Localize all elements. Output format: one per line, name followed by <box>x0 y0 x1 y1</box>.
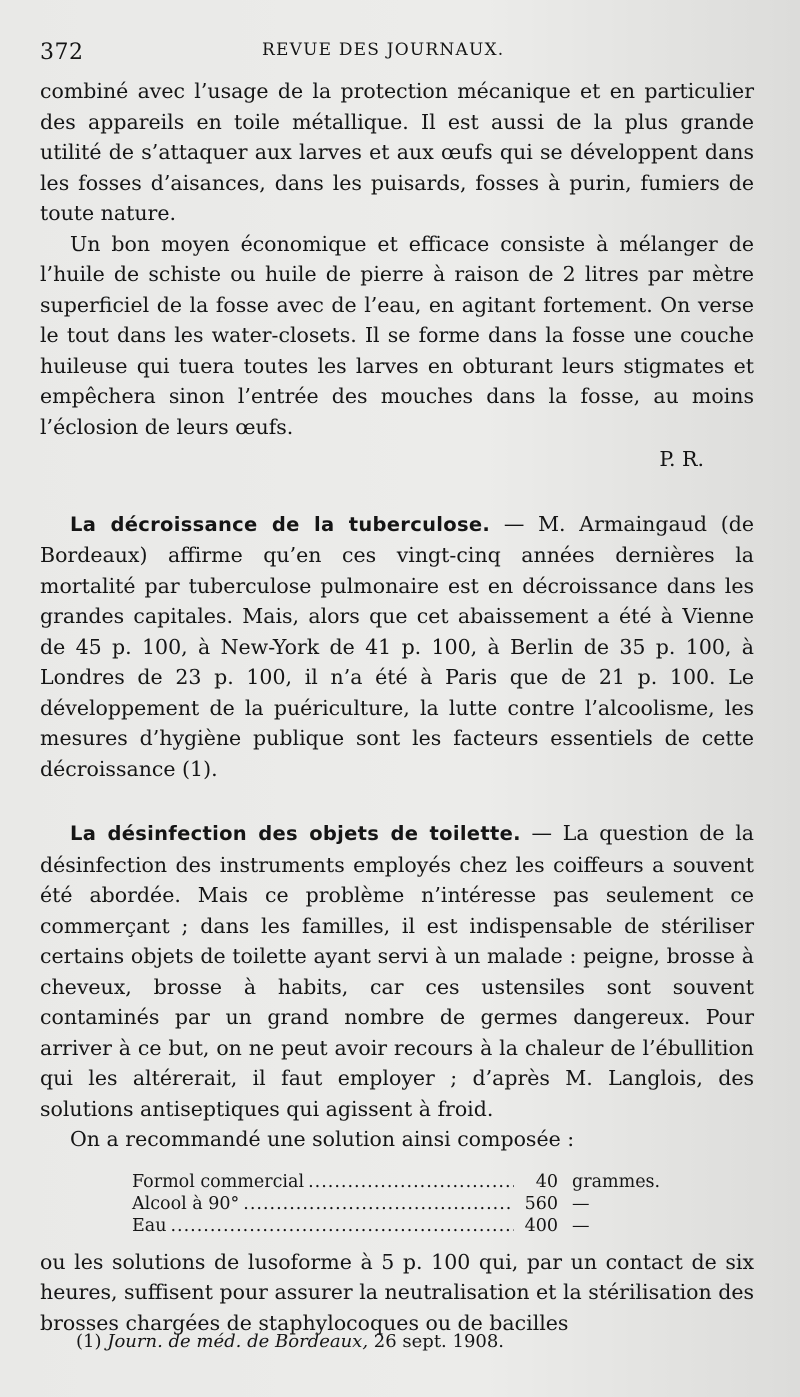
leader-dots <box>170 1215 514 1237</box>
formula-quantity: 400 <box>524 1215 558 1236</box>
body-text <box>40 76 754 1338</box>
page-header <box>40 36 754 70</box>
formula-row <box>132 1171 692 1193</box>
intro-paragraph-1: combiné avec l’usage de la protection mécanique et en particulier des appareils en toile métallique. Il est aussi de la plus grande utilité de s’attaquer aux larves et aux œufs qui se développent dans les fosses d’aisances, dans les puisards, fosses à purin, fumiers de toute nature. <box>40 79 754 225</box>
leader-dots <box>308 1171 514 1193</box>
footnote <box>76 1330 754 1354</box>
intro-paragraph-2: Un bon moyen économique et efficace consiste à mélanger de l’huile de schiste ou huile de pierre à raison de 2 litres par mètre superficiel de la fosse avec de l’eau, en agitant fortement. On verse le tout dans les water-closets. Il se forme dans la fosse une couche huileuse qui tuera toutes les larves en obturant leurs stigmates et empêchera sinon l’entrée des mouches dans la fosse, au moins l’éclosion de leurs œufs. <box>40 231 754 439</box>
leader-dots <box>243 1193 514 1215</box>
formula-ingredient: Alcool à 90° <box>132 1193 240 1214</box>
page-number: 372 <box>40 40 84 65</box>
formula-ingredient: Formol commercial <box>132 1171 305 1192</box>
article-text-desinfection: — La question de la désinfection des instruments employés chez les coiffeurs a souvent été abordée. Mais ce problème n’intéresse pas seulement ce commerçant ; dans les familles, il est indispensable de stériliser certains objets de toilette ayant servi à un malade : peigne, brosse à cheveux, brosse à habits, car ces ustensiles sont souvent contaminés par un grand nombre de germes dangereux. Pour arriver à ce but, on ne peut avoir recours à la chaleur de l’ébullition qui les altérerait, il faut employer ; d’après M. Langlois, des solutions antiseptiques qui agissent à froid. <box>40 821 754 1121</box>
formula-quantity: 40 <box>535 1171 558 1192</box>
article-title-desinfection: La désinfection des objets de toilette. <box>70 822 521 845</box>
continuation-paragraph: ou les solutions de lusoforme à 5 p. 100 qui, par un contact de six heures, suffisent pour assurer la neutralisation et la stérilisation des brosses chargées de staphylocoques ou de bacilles <box>40 1249 754 1335</box>
running-head: REVUE DES JOURNAUX. <box>262 40 505 60</box>
article-desinfection <box>40 818 754 1124</box>
formula-unit: — <box>572 1193 590 1214</box>
formula-ingredient: Eau <box>132 1215 167 1236</box>
footnote-source: Journ. de méd. de Bordeaux, <box>107 1331 369 1352</box>
article-tuberculose <box>40 509 754 785</box>
recommendation-line: On a recommandé une solution ainsi composée : <box>70 1127 575 1151</box>
author-signature: P. R. <box>659 447 704 471</box>
formula-row <box>132 1193 692 1215</box>
footnote-date: 26 sept. 1908. <box>373 1331 505 1352</box>
formula-unit: — <box>572 1215 590 1236</box>
formula-unit: grammes. <box>572 1171 661 1192</box>
formula-row <box>132 1215 692 1237</box>
formula-table <box>132 1171 692 1237</box>
article-text-tuberculose: — M. Armaingaud (de Bordeaux) affirme qu’en ces vingt-cinq années dernières la mortalité par tuberculose pulmonaire est en décroissance dans les grandes capitales. Mais, alors que cet abaissement a été à Vienne de 45 p. 100, à New-York de 41 p. 100, à Berlin de 35 p. 100, à Londres de 23 p. 100, il n’a été à Paris que de 21 p. 100. Le développement de la puériculture, la lutte contre l’alcoolisme, les mesures d’hygiène publique sont les facteurs essentiels de cette décroissance (1). <box>40 511 754 781</box>
footnote-marker: (1) <box>76 1331 102 1352</box>
article-title-tuberculose: La décroissance de la tuberculose. <box>70 512 491 536</box>
formula-quantity: 560 <box>524 1193 558 1214</box>
